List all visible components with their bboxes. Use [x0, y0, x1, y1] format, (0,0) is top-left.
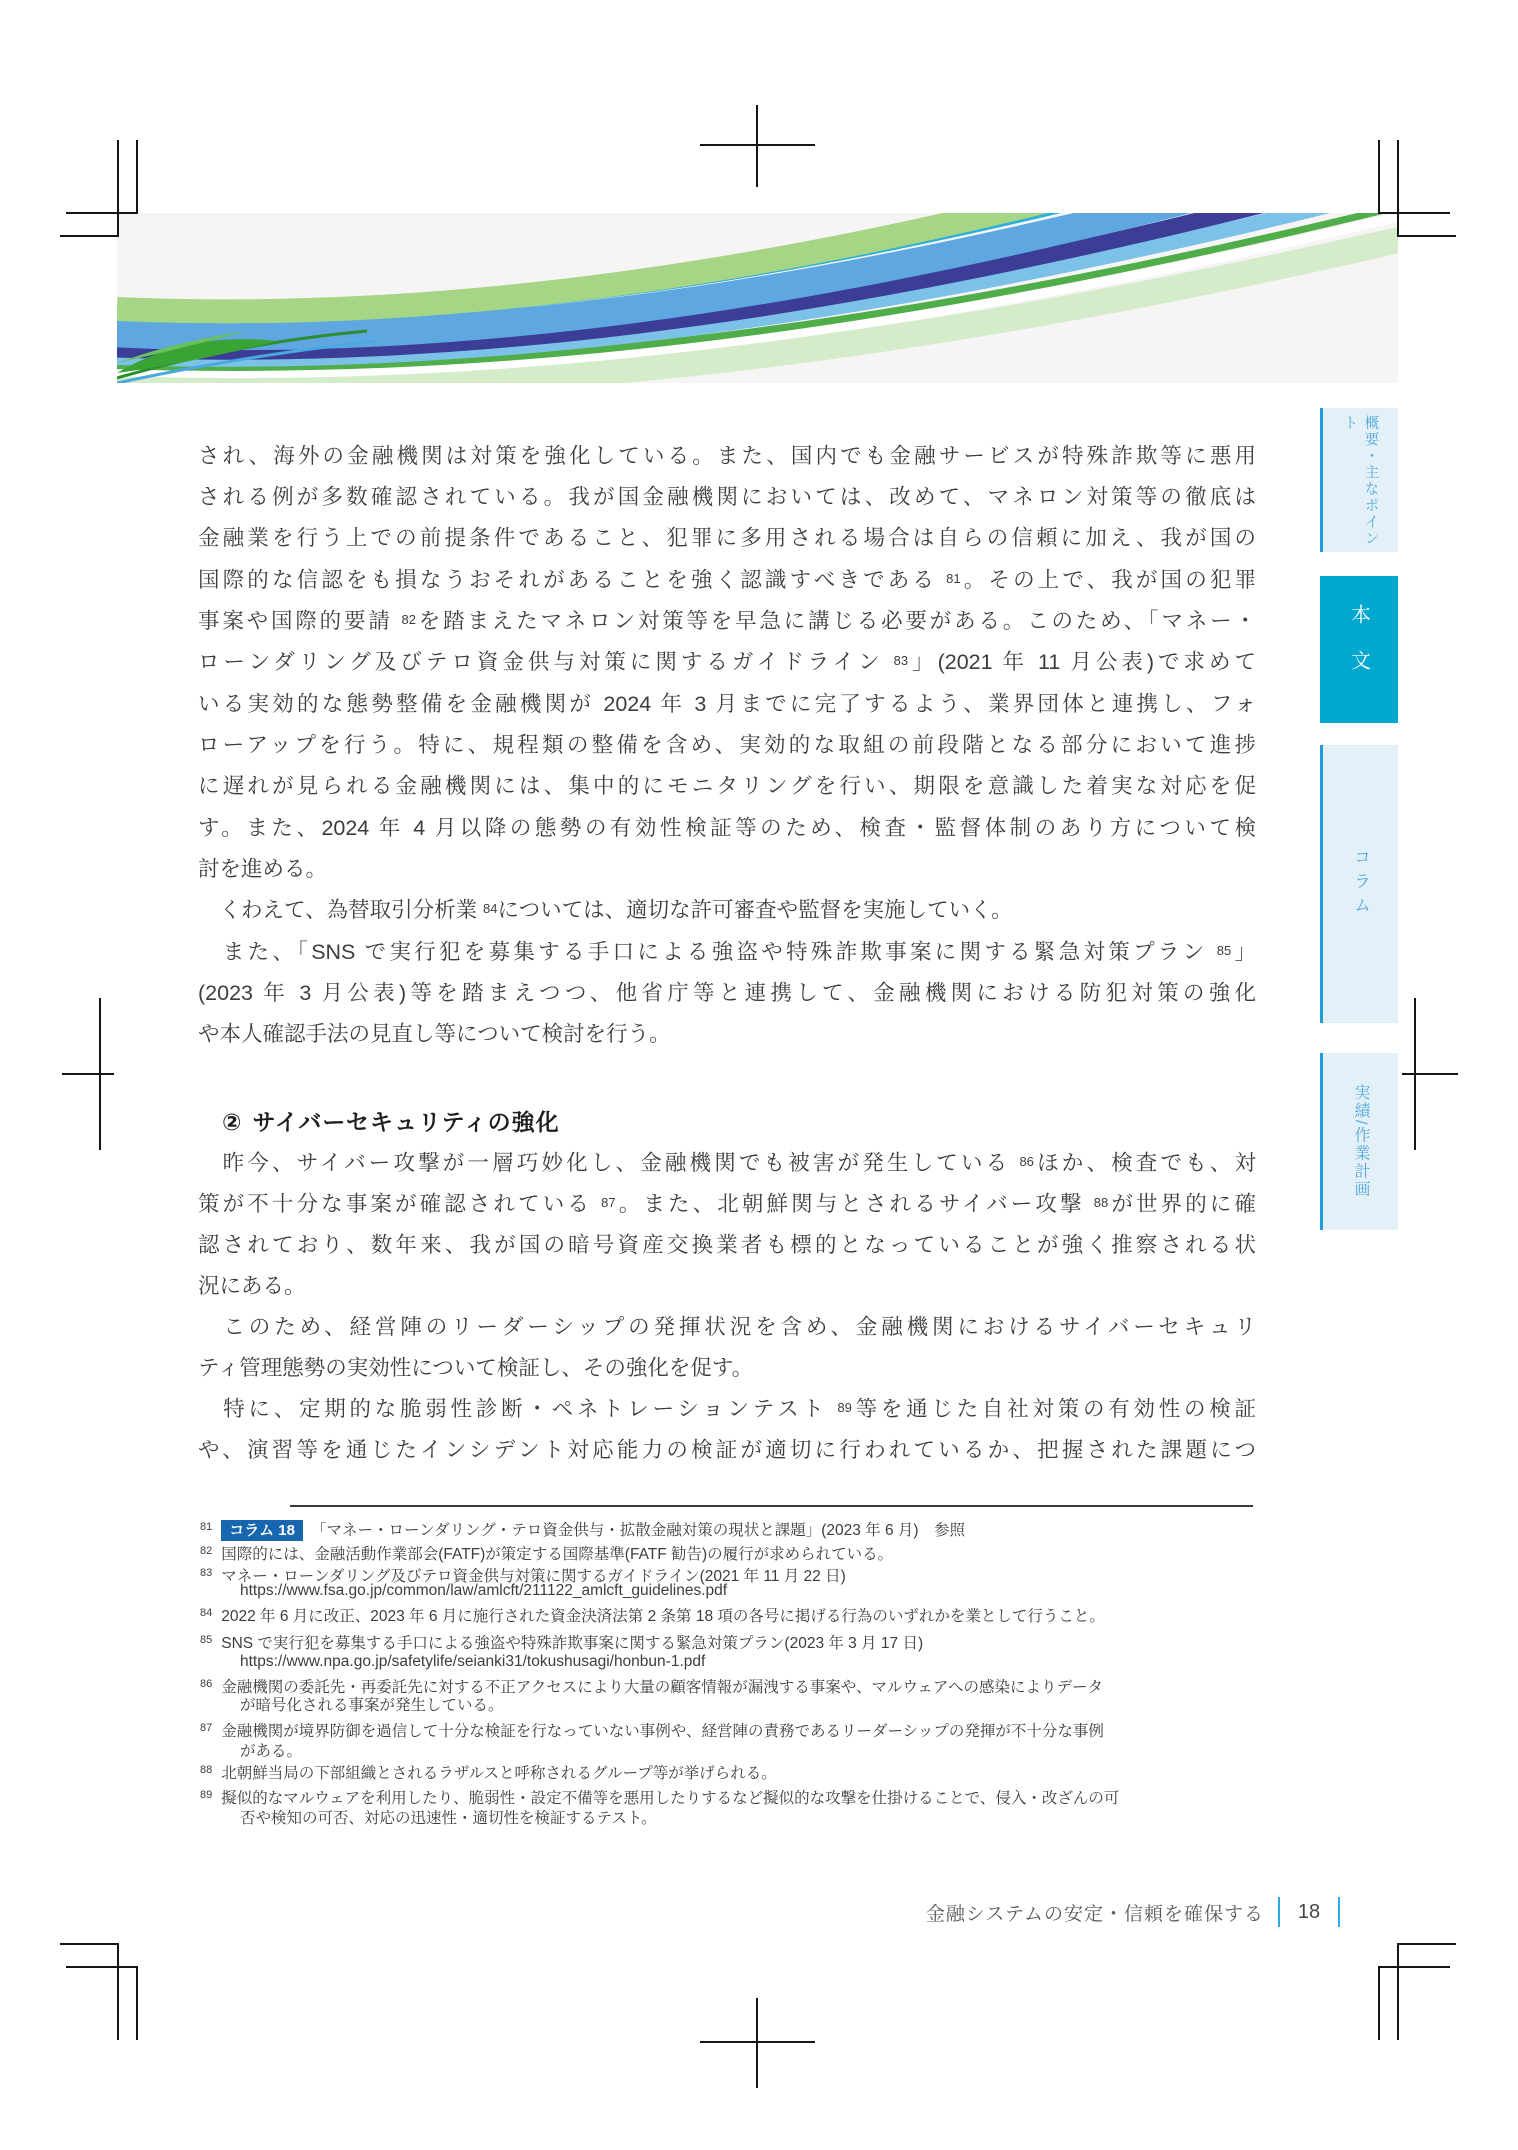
footnote-text: SNS で実行犯を募集する手口による強盗や特殊詐欺事案に関する緊急対策プラン(2023 年 3 月 17 日): [221, 1635, 924, 1653]
footnote-text: が暗号化される事案が発生している。: [240, 1697, 504, 1714]
crop-mark: [60, 1943, 119, 1945]
footnote-text: マネー・ローンダリング及びテロ資金供与対策に関するガイドライン(2021 年 11 月 22 日): [221, 1568, 846, 1586]
footnote-number: 81: [200, 1521, 213, 1533]
footnote-link-text[interactable]: https://www.fsa.go.jp/common/law/amlcft/211122_amlcft_guidelines.pdf: [240, 1582, 728, 1599]
sidebar-tab-label: 実績/作業計画: [1352, 1084, 1369, 1199]
footnote-ref[interactable]: 85: [1216, 943, 1232, 958]
footnote-text: 金融機関の委託先・再委託先に対する不正アクセスにより大量の顧客情報が漏洩する事案や、マルウェアへの感染によりデータ: [221, 1679, 1104, 1697]
page-number: 18: [1297, 1900, 1321, 1923]
footnote-text: 2022 年 6 月に改正、2023 年 6 月に施行された資金決済法第 2 条第 18 項の各号に掲げる行為のいずれかを業として行うこと。: [221, 1608, 1105, 1626]
footnote-number: 86: [200, 1678, 213, 1690]
footnote-88: [200, 1759, 1284, 1784]
body-line: 国際的な信認をも損なうおそれがあることを強く認識すべきである $^{81}$。その上で、我が国の犯罪: [198, 568, 1257, 592]
body-line: (2023 年 3 月公表)等を踏まえつつ、他省庁等と連携して、金融機関における防犯対策の強化: [198, 981, 1256, 1005]
footnote-text: がある。: [240, 1743, 303, 1760]
body-line: また、「SNS で実行犯を募集する手口による強盗や特殊詐欺事案に関する緊急対策プラン $^{85}$」: [198, 940, 1256, 964]
body-line: ローアップを行う。特に、規程類の整備を含め、実効的な取組の前段階となる部分において進捗: [198, 733, 1256, 757]
crop-mark-center-bottom: [700, 2041, 815, 2043]
footnote-ref[interactable]: 89: [837, 1400, 852, 1415]
crop-mark-center-left: [62, 1073, 114, 1075]
footer-divider-bar: [1278, 1897, 1280, 1927]
body-line: このため、経営陣のリーダーシップの発揮状況を含め、金融機関におけるサイバーセキュリ: [198, 1315, 1256, 1339]
footnote-number: 89: [200, 1789, 213, 1801]
body-line: ローンダリング及びテロ資金供与対策に関するガイドライン $^{83}$」(2021 年 11 月公表)で求めて: [198, 650, 1257, 674]
footnote-url[interactable]: [240, 1651, 1284, 1672]
crop-mark-center-right: [1402, 1073, 1458, 1075]
footnote-number: 88: [200, 1764, 213, 1776]
crop-mark: [1397, 235, 1456, 237]
body-line: や本人確認手法の見直し等について検討を行う。: [198, 1022, 671, 1046]
footnote-text: 金融機関が境界防御を過信して十分な検証を行なっていない事例や、経営陣の責務であるリーダーシップの発揮が不十分な事例: [221, 1723, 1104, 1741]
body-line: され、海外の金融機関は対策を強化している。また、国内でも金融サービスが特殊詐欺等に悪用: [198, 444, 1256, 468]
footnote-ref[interactable]: 83: [893, 653, 909, 668]
footnote-ref[interactable]: 88: [1093, 1195, 1109, 1210]
section-title: サイバーセキュリティの強化: [252, 1109, 560, 1135]
header-graphic-band: [117, 213, 1398, 383]
footnote-84: [200, 1602, 1284, 1627]
footnote-86-cont: [240, 1695, 1284, 1716]
footnote-text: 国際的には、金融活動作業部会(FATF)が策定する国際基準(FATF 勧告)の履行が求められている。: [221, 1546, 894, 1564]
body-line: に遅れが見られる金融機関には、集中的にモニタリングを行い、期限を意識した着実な対応を促: [198, 774, 1256, 798]
footnote-number: 82: [200, 1545, 213, 1557]
crop-mark-center-bottom: [756, 1998, 758, 2088]
footnote-text: 北朝鮮当局の下部組織とされるラザルスと呼称されるグループ等が挙げられる。: [221, 1765, 777, 1783]
body-line: 事案や国際的要請 $^{82}$を踏まえたマネロン対策等を早急に講じる必要がある。このため、「マネー・: [198, 609, 1256, 633]
crop-mark: [66, 212, 138, 214]
body-line: 況にある。: [198, 1274, 306, 1298]
sidebar-tab-label: 本文: [1347, 603, 1370, 696]
body-line: 特に、定期的な脆弱性診断・ペネトレーションテスト $^{89}$等を通じた自社対策の有効性の検証: [198, 1397, 1256, 1421]
footnote-number: 84: [200, 1607, 213, 1619]
footnote-ref[interactable]: 82: [401, 612, 416, 627]
footnote-ref[interactable]: 86: [1019, 1154, 1034, 1169]
crop-mark: [117, 1944, 119, 2040]
footnote-number: 87: [200, 1722, 213, 1734]
footnote-87: [200, 1717, 1284, 1742]
footnote-ref[interactable]: 81: [946, 571, 961, 586]
footer-divider-bar: [1338, 1897, 1340, 1927]
footnote-number: 83: [200, 1567, 213, 1579]
sidebar-tab-results-workplan[interactable]: [1320, 1053, 1398, 1230]
footnote-81: [200, 1516, 1284, 1541]
sidebar-tab-column[interactable]: [1320, 745, 1398, 1023]
body-line: ティ管理態勢の実効性について検証し、その強化を促す。: [198, 1356, 754, 1380]
body-line: 策が不十分な事案が確認されている $^{87}$。また、北朝鮮関与とされるサイバー攻撃 $^{88}$が世界的に確: [198, 1192, 1256, 1216]
page-footer: [600, 1894, 1340, 1930]
sidebar-tab-label: 概要・主なポイント: [1341, 415, 1379, 547]
crop-mark: [1397, 140, 1399, 236]
sidebar-tab-main-text[interactable]: [1320, 576, 1398, 723]
section-number: ②: [222, 1109, 243, 1135]
crop-mark: [1378, 1966, 1450, 1968]
footnote-text: 否や検知の可否、対応の迅速性・適切性を検証するテスト。: [240, 1810, 657, 1827]
crop-mark-center-top: [756, 105, 758, 187]
footnote-ref[interactable]: 84: [483, 901, 498, 916]
footnote-text: コラム 18 「マネー・ローンダリング・テロ資金供与・拡散金融対策の現状と課題」(2023 年 6 月) 参照: [221, 1522, 965, 1539]
body-line: 昨今、サイバー攻撃が一層巧妙化し、金融機関でも被害が発生している $^{86}$ほか、検査でも、対: [198, 1151, 1256, 1175]
crop-mark: [1378, 1966, 1380, 2040]
swoosh-ribbons-graphic: [117, 213, 1398, 383]
crop-mark: [60, 235, 119, 237]
footnote-89-cont: [240, 1808, 1284, 1829]
crop-mark: [136, 1966, 138, 2040]
crop-mark: [1378, 212, 1450, 214]
footnote-separator: [290, 1505, 1253, 1507]
body-line: される例が多数確認されている。我が国金融機関においては、改めて、マネロン対策等の徹底は: [198, 485, 1256, 509]
body-line: す。また、2024 年 4 月以降の態勢の有効性検証等のため、検査・監督体制のあり方について検: [198, 816, 1256, 840]
crop-mark: [1397, 1944, 1399, 2040]
crop-mark: [1378, 140, 1380, 214]
crop-mark: [66, 1966, 138, 1968]
body-line: 金融業を行う上での前提条件であること、犯罪に多用される場合は自らの信頼に加え、我が国の: [198, 526, 1256, 550]
footnote-link-text[interactable]: https://www.npa.go.jp/safetylife/seianki31/tokushusagi/honbun-1.pdf: [240, 1653, 706, 1670]
crop-mark: [136, 140, 138, 214]
body-line: 認されており、数年来、我が国の暗号資産交換業者も標的となっていることが強く推察される状: [198, 1233, 1256, 1257]
crop-mark: [117, 140, 119, 236]
crop-mark: [1397, 1943, 1456, 1945]
section-heading: [222, 1104, 560, 1137]
body-line: くわえて、為替取引分析業 $^{84}$については、適切な許可審査や監督を実施していく。: [198, 898, 1013, 922]
sidebar-tab-overview[interactable]: [1320, 408, 1398, 552]
body-line: や、演習等を通じたインシデント対応能力の検証が適切に行われているか、把握された課題につ: [198, 1438, 1256, 1462]
sidebar-tab-label: コラム: [1351, 848, 1370, 920]
footnote-ref[interactable]: 87: [601, 1195, 616, 1210]
footnote-89: [200, 1784, 1284, 1809]
footer-section-label: 金融システムの安定・信頼を確保する: [925, 1903, 1264, 1925]
footnote-number: 85: [200, 1634, 213, 1646]
column-ref-badge[interactable]: コラム 18: [221, 1520, 303, 1541]
footnote-url[interactable]: [240, 1580, 1284, 1601]
body-line: 討を進める。: [198, 857, 328, 881]
footnote-text: 擬似的なマルウェアを利用したり、脆弱性・設定不備等を悪用したりするなど擬似的な攻撃を仕掛けることで、侵入・改ざんの可: [221, 1790, 1120, 1808]
body-line: いる実効的な態勢整備を金融機関が 2024 年 3 月までに完了するよう、業界団体と連携し、フォ: [198, 692, 1256, 716]
crop-mark-center-top: [700, 144, 815, 146]
